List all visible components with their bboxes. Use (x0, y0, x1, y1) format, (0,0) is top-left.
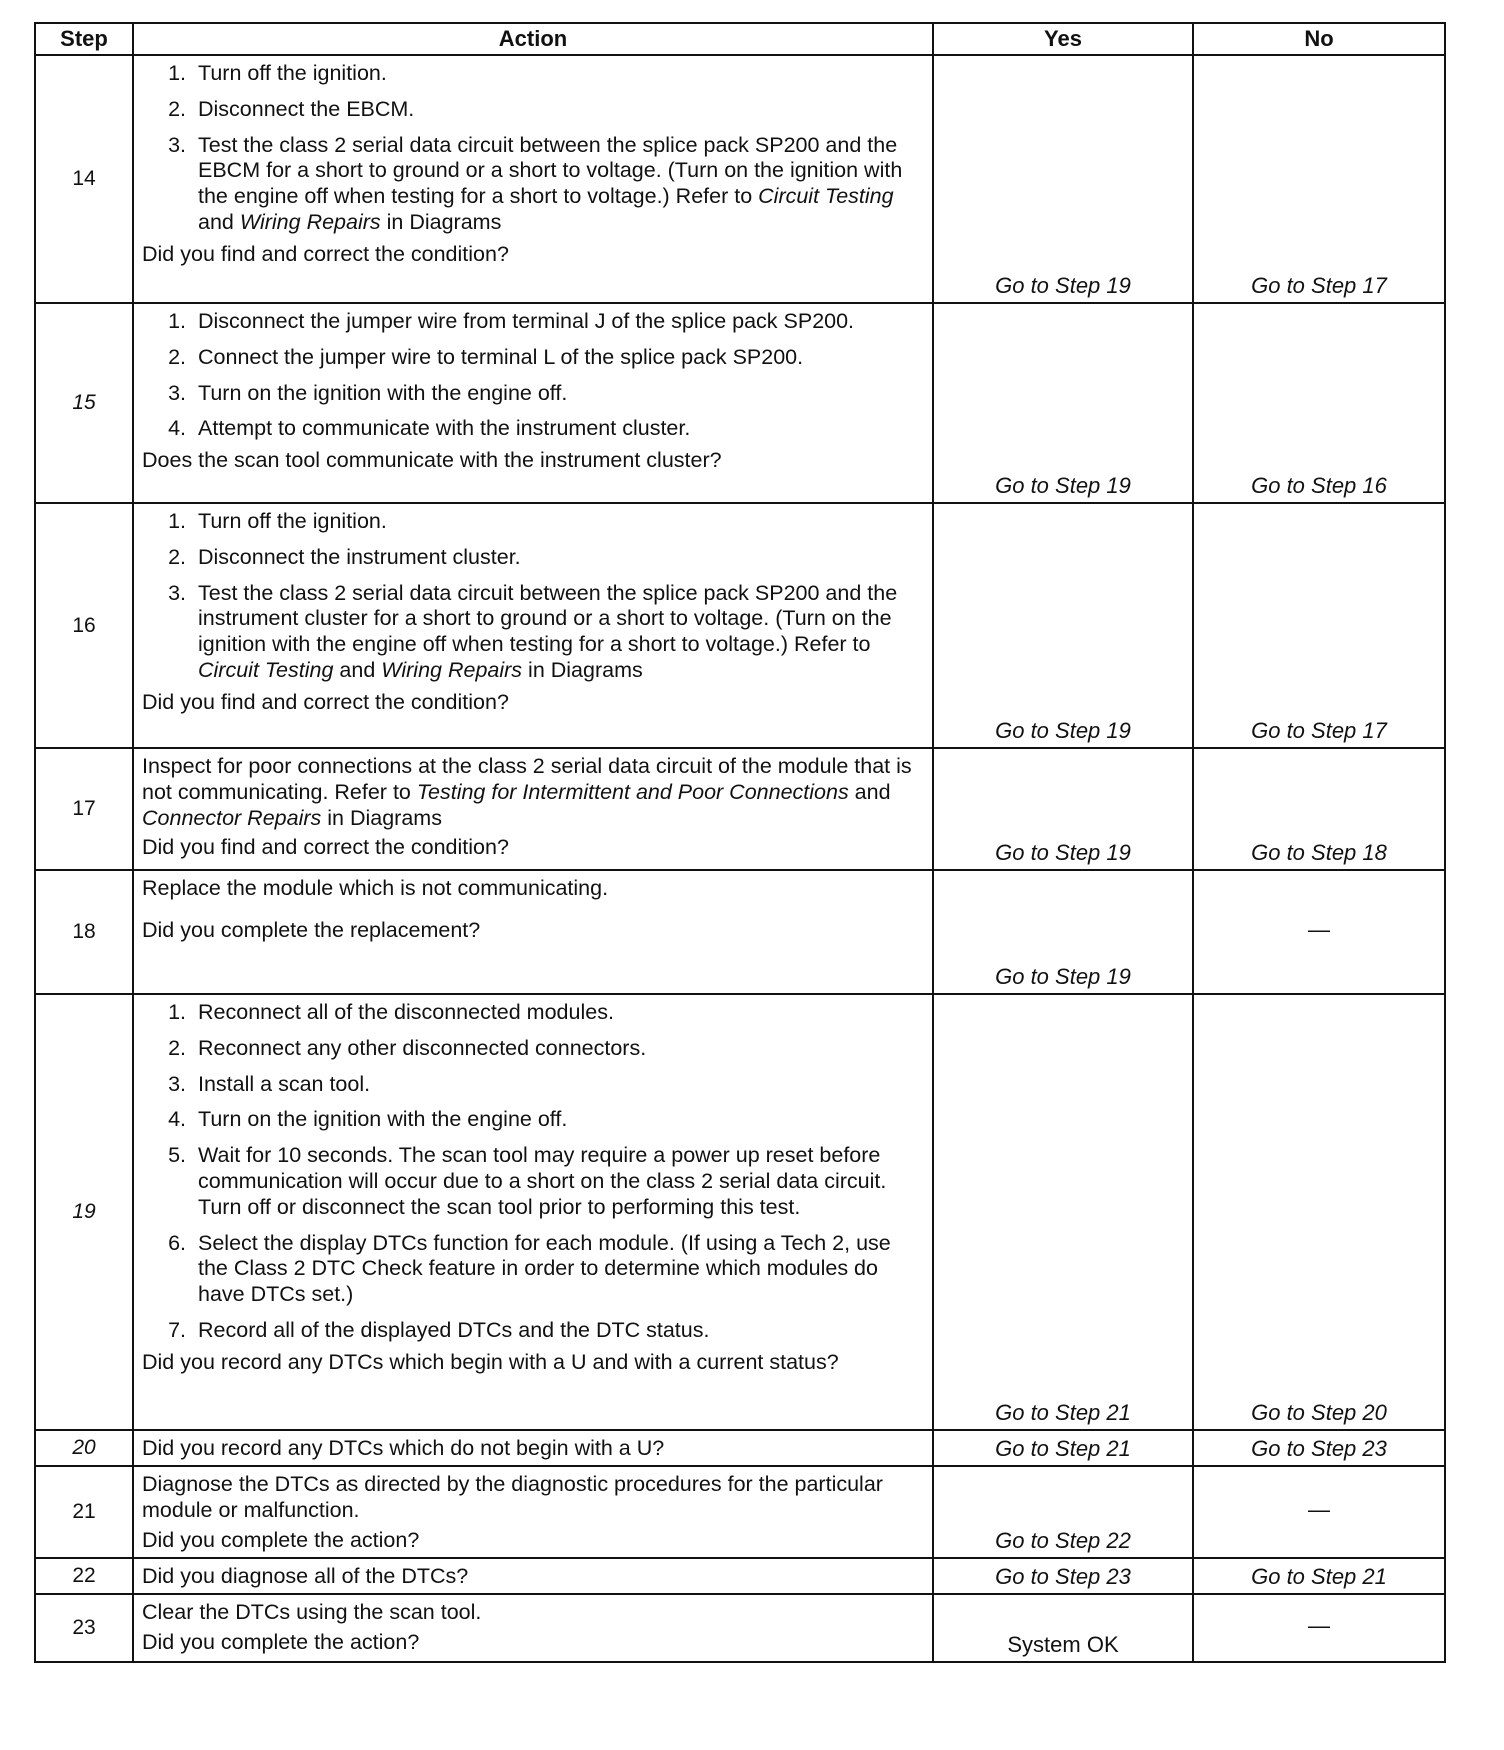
action-cell (133, 994, 933, 1430)
yes-result: Go to Step 19 (933, 748, 1193, 870)
step-number: 17 (35, 748, 133, 870)
header-row (35, 23, 1445, 55)
no-result: — (1193, 1594, 1445, 1662)
action-text: and (848, 779, 891, 804)
action-question: Did you find and correct the condition? (142, 835, 509, 860)
action-item: 7. Record all of the displayed DTCs and the DTC status. (192, 1318, 926, 1344)
table-row (35, 870, 1445, 994)
no-result: Go to Step 16 (1193, 303, 1445, 503)
action-item (192, 581, 926, 684)
action-cell (133, 503, 933, 748)
yes-result: Go to Step 23 (933, 1558, 1193, 1594)
table-row (35, 503, 1445, 748)
action-text: Test the class 2 serial data circuit between the splice pack SP200 and the EBCM for a short to ground or a short to voltage. (Turn on the ignition with the engine off when testing for a short to voltage.) Refer to (198, 132, 903, 209)
no-result: Go to Step 21 (1193, 1558, 1445, 1594)
action-text: in Diagrams (321, 805, 442, 830)
action-paragraph: Diagnose the DTCs as directed by the diagnostic procedures for the particular module or malfunction. (142, 1472, 883, 1522)
action-cell (133, 1594, 933, 1662)
step-number: 18 (35, 870, 133, 994)
action-question: Did you complete the action? (142, 1527, 420, 1552)
no-result: Go to Step 23 (1193, 1430, 1445, 1466)
action-item: 1. Reconnect all of the disconnected modules. (192, 1000, 926, 1026)
action-item: 4. Turn on the ignition with the engine off. (192, 1107, 926, 1133)
reference-link-text: Wiring Repairs (239, 209, 381, 234)
action-question: Did you complete the action? (142, 1629, 420, 1654)
reference-link-text: Circuit Testing (758, 184, 894, 209)
diagnostic-table (34, 22, 1446, 1663)
action-cell (133, 1558, 933, 1594)
header-yes: Yes (933, 23, 1193, 55)
yes-result: System OK (933, 1594, 1193, 1662)
action-question: Does the scan tool communicate with the instrument cluster? (142, 448, 722, 473)
action-item: 5. Wait for 10 seconds. The scan tool may require a power up reset before communication will occur due to a short on the class 2 serial data circuit. Turn off or disconnect the scan tool prior to performing this test. (192, 1143, 926, 1220)
step-number: 21 (35, 1466, 133, 1558)
action-item: 6. Select the display DTCs function for each module. (If using a Tech 2, use the Class 2 DTC Check feature in order to determine which modules do have DTCs set.) (192, 1231, 926, 1308)
action-text: and (333, 657, 382, 682)
action-list (142, 509, 926, 684)
step-number: 16 (35, 503, 133, 748)
table-row (35, 1430, 1445, 1466)
action-cell (133, 1430, 933, 1466)
yes-result: Go to Step 21 (933, 994, 1193, 1430)
action-paragraph (142, 754, 926, 831)
action-question: Did you find and correct the condition? (142, 241, 509, 266)
action-cell (133, 748, 933, 870)
table-row (35, 1558, 1445, 1594)
no-result: Go to Step 18 (1193, 748, 1445, 870)
yes-result: Go to Step 19 (933, 55, 1193, 303)
reference-link-text: Circuit Testing (198, 657, 334, 682)
action-item: 2. Disconnect the instrument cluster. (192, 545, 926, 571)
header-step: Step (35, 23, 133, 55)
yes-result: Go to Step 19 (933, 303, 1193, 503)
reference-link-text: Connector Repairs (142, 805, 322, 830)
no-result: Go to Step 20 (1193, 994, 1445, 1430)
action-item: 2. Disconnect the EBCM. (192, 97, 926, 123)
reference-link-text: Wiring Repairs (381, 657, 523, 682)
action-cell (133, 1466, 933, 1558)
table-row (35, 748, 1445, 870)
action-paragraph: Replace the module which is not communicating. (142, 876, 609, 900)
action-text: Test the class 2 serial data circuit between the splice pack SP200 and the instrument cluster for a short to ground or a short to voltage. (Turn on the ignition with the engine off when testing for a short to voltage.) Refer to (198, 580, 898, 657)
action-question: Did you complete the replacement? (142, 917, 481, 942)
action-item: 4. Attempt to communicate with the instrument cluster. (192, 416, 926, 442)
action-item (192, 133, 926, 236)
action-cell (133, 870, 933, 994)
table-row (35, 994, 1445, 1430)
step-number: 15 (35, 303, 133, 503)
action-text: Inspect for poor connections at the class 2 serial data circuit of the module that is not communicating. Refer to (142, 754, 912, 804)
step-number: 22 (35, 1558, 133, 1594)
action-question: Did you record any DTCs which begin with a U and with a current status? (142, 1349, 839, 1374)
action-question: Did you record any DTCs which do not begin with a U? (142, 1436, 665, 1460)
action-item: 1. Turn off the ignition. (192, 509, 926, 535)
action-cell (133, 55, 933, 303)
action-item: 1. Turn off the ignition. (192, 61, 926, 87)
action-item: 3. Install a scan tool. (192, 1072, 926, 1098)
table-row (35, 55, 1445, 303)
header-action: Action (133, 23, 933, 55)
yes-result: Go to Step 22 (933, 1466, 1193, 1558)
yes-result: Go to Step 19 (933, 503, 1193, 748)
action-text: in Diagrams (380, 209, 502, 234)
header-no: No (1193, 23, 1445, 55)
yes-result: Go to Step 19 (933, 870, 1193, 994)
no-result: — (1193, 870, 1445, 994)
action-item: 2. Reconnect any other disconnected connectors. (192, 1036, 926, 1062)
no-result: — (1193, 1466, 1445, 1558)
action-paragraph: Clear the DTCs using the scan tool. (142, 1600, 482, 1624)
action-list (142, 309, 926, 442)
step-number: 20 (35, 1430, 133, 1466)
action-item: 1. Disconnect the jumper wire from terminal J of the splice pack SP200. (192, 309, 926, 335)
table-row (35, 303, 1445, 503)
action-question: Did you diagnose all of the DTCs? (142, 1564, 469, 1588)
step-number: 19 (35, 994, 133, 1430)
action-text: and (198, 209, 240, 234)
step-number: 23 (35, 1594, 133, 1662)
no-result: Go to Step 17 (1193, 503, 1445, 748)
action-item: 2. Connect the jumper wire to terminal L of the splice pack SP200. (192, 345, 926, 371)
step-number: 14 (35, 55, 133, 303)
action-list (142, 1000, 926, 1344)
action-question: Did you find and correct the condition? (142, 689, 509, 714)
action-list (142, 61, 926, 236)
table-row (35, 1466, 1445, 1558)
action-cell (133, 303, 933, 503)
table-row (35, 1594, 1445, 1662)
action-item: 3. Turn on the ignition with the engine off. (192, 381, 926, 407)
yes-result: Go to Step 21 (933, 1430, 1193, 1466)
reference-link-text: Testing for Intermittent and Poor Connections (416, 779, 849, 804)
action-text: in Diagrams (522, 657, 643, 682)
no-result: Go to Step 17 (1193, 55, 1445, 303)
